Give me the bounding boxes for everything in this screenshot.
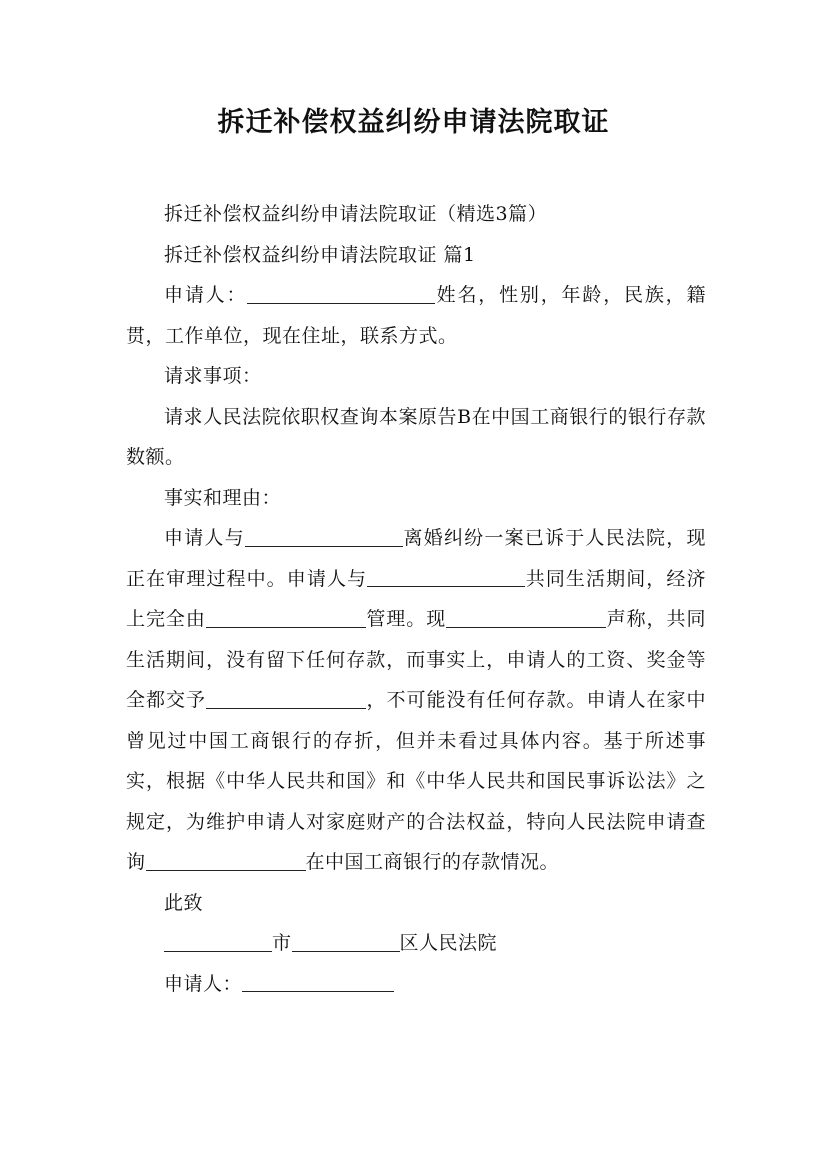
- facts-text-3: 共同生活期间，经济上完全由: [126, 567, 706, 630]
- document-subtitle: 拆迁补偿权益纠纷申请法院取证（精选3篇）: [164, 203, 548, 225]
- facts-text-1: 申请人与: [164, 527, 245, 549]
- facts-blank-5: [206, 689, 366, 709]
- document-title: 拆迁补偿权益纠纷申请法院取证: [217, 107, 610, 138]
- applicant-suffix: 姓名，性别，年龄，民族，籍贯，工作单位，现在住址，联系方式。: [126, 284, 706, 347]
- facts-text-6: ，不可能没有任何存款。申请人在家中曾见过中国工商银行的存折，但并未看过具体内容。基于所述事实，根据《中华人民共和国》和《中华人民共和国民事诉讼法》之规定，为维护申请人对家庭财产的合法权益，特向人民法院申请查询: [126, 689, 706, 873]
- city-suffix: 市: [272, 932, 292, 954]
- district-blank: [292, 932, 400, 952]
- city-blank: [164, 932, 272, 952]
- request-heading: 请求事项：: [164, 365, 262, 387]
- signature-blank: [242, 972, 394, 992]
- applicant-prefix: 申请人：: [164, 284, 248, 306]
- facts-body: [126, 518, 706, 883]
- signature-line: [126, 964, 706, 1005]
- facts-text-5: 声称，共同生活期间，没有留下任何存款，而事实上，申请人的工资、奖金等全都交予: [126, 608, 706, 711]
- applicant-line: [126, 275, 706, 356]
- applicant-blank: [247, 284, 435, 304]
- facts-text-4: 管理。现: [365, 608, 447, 630]
- request-body: 请求人民法院依职权查询本案原告B在中国工商银行的银行存款数额。: [126, 405, 706, 468]
- section-heading: 拆迁补偿权益纠纷申请法院取证 篇1: [164, 243, 476, 266]
- facts-heading: 事实和理由：: [164, 486, 282, 509]
- facts-text-2: 离婚纠纷一案已诉于人民法院，现正在审理过程中。申请人与: [126, 527, 706, 590]
- facts-text-7: 在中国工商银行的存款情况。: [305, 851, 560, 873]
- document-body: [126, 194, 706, 1004]
- closing: 此致: [164, 891, 204, 914]
- facts-blank-4: [446, 608, 606, 628]
- district-suffix: 区人民法院: [399, 932, 498, 954]
- facts-blank-6: [146, 851, 306, 871]
- signature-label: 申请人：: [164, 972, 243, 995]
- facts-blank-3: [206, 608, 366, 628]
- facts-blank-2: [367, 567, 525, 587]
- facts-blank-1: [245, 527, 403, 547]
- court-line: [126, 923, 706, 964]
